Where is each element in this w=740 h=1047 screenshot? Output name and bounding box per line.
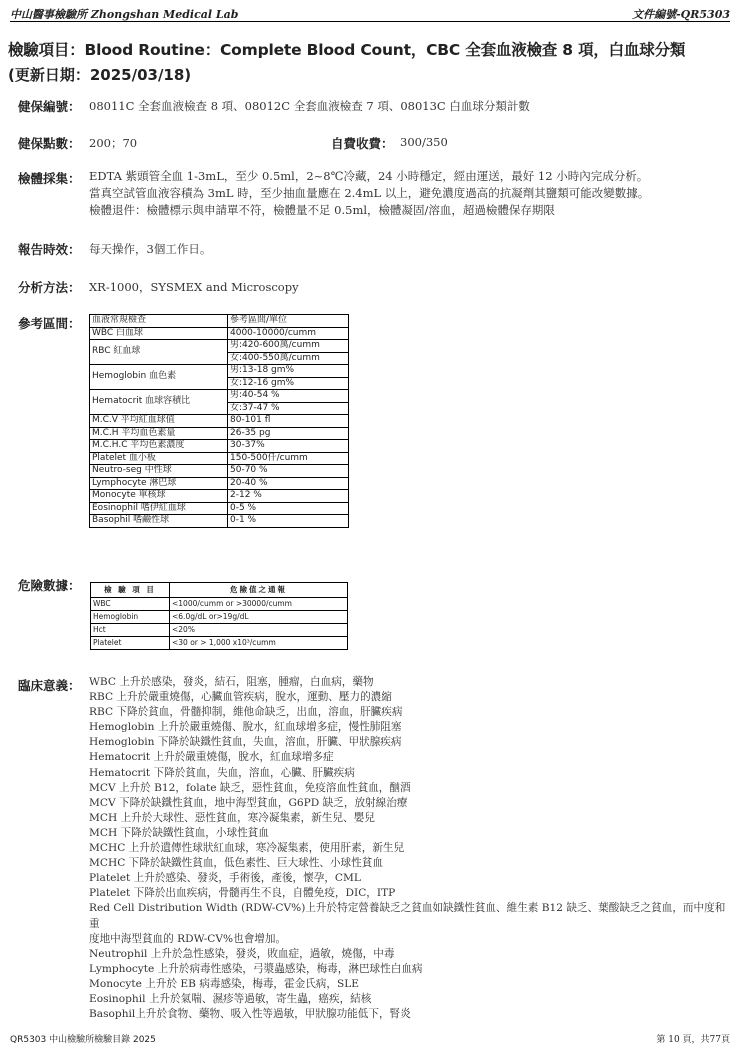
table-cell: 男:40-54 % xyxy=(228,390,349,403)
reference-range-table xyxy=(89,314,349,528)
clinical-line: MCH 上升於大球性、惡性貧血，寒冷凝集素，新生兒、嬰兒 xyxy=(89,811,375,824)
clinical-line: Hemoglobin 下降於缺鐵性貧血，失血，溶血，肝臟、甲狀腺疾病 xyxy=(89,736,402,749)
specimen-line: 檢體退件：檢體標示與申請單不符，檢體量不足 0.5ml，檢體凝固/溶血，超過檢體保存期限 xyxy=(89,203,555,217)
table-cell: RBC 紅血球 xyxy=(90,340,228,365)
page-number: 第 10 頁，共77頁 xyxy=(656,1035,730,1045)
table-cell: Lymphocyte 淋巴球 xyxy=(90,477,228,490)
table-cell: M.C.H.C 平均色素濃度 xyxy=(90,440,228,453)
table-row xyxy=(90,477,349,490)
code-value: 08011C 全套血液檢查 8 項、08012C 全套血液檢查 7 項、08013C 白血球分類計數 xyxy=(89,99,530,113)
table-cell: Hemoglobin 血色素 xyxy=(90,365,228,390)
table-cell: 男:420-600萬/cumm xyxy=(228,340,349,353)
clinical-line: Platelet 上升於感染、發炎，手術後，產後，懷孕，CML xyxy=(89,872,361,885)
table-cell: 150-500仟/cumm xyxy=(228,452,349,465)
self-pay-value: 300/350 xyxy=(400,135,448,149)
table-cell: 80-101 fl xyxy=(228,415,349,428)
crit-label: 危險數據： xyxy=(18,578,81,593)
table-cell: WBC 白血球 xyxy=(90,327,228,340)
clinical-line: RBC 下降於貧血，骨髓抑制，維他命缺乏，出血，溶血，肝臟疾病 xyxy=(89,706,403,719)
table-row xyxy=(90,502,349,515)
table-cell: 50-70 % xyxy=(228,465,349,478)
ref-label: 參考區間： xyxy=(18,316,81,331)
table-header-cell: 檢 驗 項 目 xyxy=(91,583,170,598)
code-label: 健保編號： xyxy=(18,99,81,114)
table-header-cell: 血液常規檢查 xyxy=(90,315,228,328)
table-cell: Basophil 嗜鹼性球 xyxy=(90,515,228,528)
specimen-line: EDTA 紫頭管全血 1-3mL，至少 0.5ml，2~8℃冷藏，24 小時穩定，經由運送，最好 12 小時內完成分析。 xyxy=(89,169,649,183)
clinical-line: MCV 下降於缺鐵性貧血，地中海型貧血，G6PD 缺乏，放射線治療 xyxy=(89,796,408,809)
table-cell: 4000-10000/cumm xyxy=(228,327,349,340)
table-row xyxy=(90,440,349,453)
table-cell: Hemoglobin xyxy=(91,611,170,624)
method-label: 分析方法： xyxy=(18,280,81,295)
table-cell: Hematocrit 血球容積比 xyxy=(90,390,228,415)
clin-label: 臨床意義： xyxy=(18,678,81,693)
table-header-row xyxy=(91,583,348,598)
clinical-line: MCHC 下降於缺鐵性貧血，低色素性、巨大球性、小球性貧血 xyxy=(89,857,383,870)
table-row xyxy=(90,465,349,478)
document-number: 文件編號-QR5303 xyxy=(632,8,730,21)
table-row xyxy=(91,611,348,624)
method-value: XR-1000，SYSMEX and Microscopy xyxy=(89,280,299,294)
clinical-line: Eosinophil 上升於氣喘、濕疹等過敏，寄生蟲，癌疾，結核 xyxy=(89,992,372,1005)
clinical-line: Hemoglobin 上升於嚴重燒傷、脫水，紅血球增多症，慢性肺阻塞 xyxy=(89,721,402,734)
clinical-line: Basophil上升於食物、藥物、吸入性等過敏，甲狀腺功能低下，腎炎 xyxy=(89,1008,411,1021)
table-cell: M.C.H 平均血色素量 xyxy=(90,427,228,440)
table-cell: 30-37% xyxy=(228,440,349,453)
tat-value: 每天操作，3個工作日。 xyxy=(89,242,212,256)
clinical-line: MCV 上升於 B12，folate 缺乏，惡性貧血，免疫溶血性貧血，酗酒 xyxy=(89,781,411,794)
critical-value-table xyxy=(90,582,348,650)
table-row xyxy=(90,490,349,503)
table-row xyxy=(91,637,348,650)
table-row xyxy=(91,598,348,611)
specimen-line: 當真空試管血液容積為 3mL 時，至少抽血量應在 2.4mL 以上，避免濃度過高的抗凝劑其鹽類可能改變數據。 xyxy=(89,186,650,200)
table-row xyxy=(90,452,349,465)
table-cell: <6.0g/dL or>19g/dL xyxy=(170,611,348,624)
table-cell: 2-12 % xyxy=(228,490,349,503)
table-cell: Platelet 血小板 xyxy=(90,452,228,465)
clinical-line: Platelet 下降於出血疾病，骨髓再生不良，自體免疫，DIC，ITP xyxy=(89,887,396,900)
clinical-line: 度地中海型貧血的 RDW-CV%也會增加。 xyxy=(89,932,287,945)
table-cell: <30 or > 1,000 x10³/cumm xyxy=(170,637,348,650)
clinical-line: Hematocrit 上升於嚴重燒傷，脫水，紅血球增多症 xyxy=(89,751,334,764)
table-row xyxy=(90,327,349,340)
clinical-line: Lymphocyte 上升於病毒性感染，弓漿蟲感染，梅毒，淋巴球性白血病 xyxy=(89,962,423,975)
clinical-significance-list xyxy=(89,675,734,1022)
table-cell: 女:12-16 gm% xyxy=(228,377,349,390)
clinical-line: Neutrophil 上升於急性感染，發炎，敗血症，過敏，燒傷，中毒 xyxy=(89,947,395,960)
table-cell: Platelet xyxy=(91,637,170,650)
clinical-line: RBC 上升於嚴重燒傷，心臟血管疾病，脫水，運動、壓力的濃縮 xyxy=(89,691,392,704)
clinical-line: MCH 下降於缺鐵性貧血，小球性貧血 xyxy=(89,826,269,839)
table-row xyxy=(90,390,349,403)
self-pay-label: 自費收費： xyxy=(331,136,394,151)
specimen-label: 檢體採集： xyxy=(18,171,81,186)
table-cell: 女:37-47 % xyxy=(228,402,349,415)
table-row xyxy=(91,624,348,637)
points-value: 200；70 xyxy=(89,136,138,150)
table-row xyxy=(90,415,349,428)
page-header xyxy=(10,4,730,22)
table-row xyxy=(90,515,349,528)
table-cell: Hct xyxy=(91,624,170,637)
clinical-line: WBC 上升於感染，發炎，結石，阻塞，腫瘤，白血病，藥物 xyxy=(89,676,374,688)
clinical-line: Monocyte 上升於 EB 病毒感染，梅毒，霍金氏病，SLE xyxy=(89,977,360,990)
specimen-text xyxy=(89,168,649,219)
page-title: 檢驗項目：Blood Routine：Complete Blood Count，CBC 全套血液檢查 8 項，白血球分類 xyxy=(8,41,686,59)
table-cell: 0-1 % xyxy=(228,515,349,528)
table-cell: Neutro-seg 中性球 xyxy=(90,465,228,478)
table-header-cell: 參考區間/單位 xyxy=(228,315,349,328)
table-row xyxy=(90,365,349,378)
table-row xyxy=(90,340,349,353)
table-cell: WBC xyxy=(91,598,170,611)
lab-name: 中山醫事檢驗所 Zhongshan Medical Lab xyxy=(10,8,239,21)
tat-label: 報告時效： xyxy=(18,242,81,257)
points-label: 健保點數： xyxy=(18,136,81,151)
clinical-line: Red Cell Distribution Width (RDW-CV%)上升於特定營養缺乏之貧血如缺鐵性貧血、維生素 B12 缺乏、葉酸缺乏之貧血，而中度和重 xyxy=(89,902,726,930)
table-cell: 20-40 % xyxy=(228,477,349,490)
table-header-cell: 危險值之通報 xyxy=(170,583,348,598)
clinical-line: Hematocrit 下降於貧血，失血，溶血，心臟、肝臟疾病 xyxy=(89,766,355,779)
table-header-row xyxy=(90,315,349,328)
table-row xyxy=(90,427,349,440)
update-date: (更新日期：2025/03/18) xyxy=(8,66,192,84)
table-cell: M.C.V 平均紅血球值 xyxy=(90,415,228,428)
table-cell: 男:13-18 gm% xyxy=(228,365,349,378)
table-cell: Eosinophil 嗜伊紅血球 xyxy=(90,502,228,515)
footer-catalog: QR5303 中山檢驗所檢驗目錄 2025 xyxy=(10,1035,156,1045)
table-cell: Monocyte 單核球 xyxy=(90,490,228,503)
table-cell: 女:400-550萬/cumm xyxy=(228,352,349,365)
clinical-line: MCHC 上升於遺傳性球狀紅血球，寒冷凝集素，使用肝素，新生兒 xyxy=(89,842,405,855)
table-cell: <20% xyxy=(170,624,348,637)
header-divider xyxy=(10,21,730,22)
table-cell: 0-5 % xyxy=(228,502,349,515)
table-cell: <1000/cumm or >30000/cumm xyxy=(170,598,348,611)
table-cell: 26-35 pg xyxy=(228,427,349,440)
